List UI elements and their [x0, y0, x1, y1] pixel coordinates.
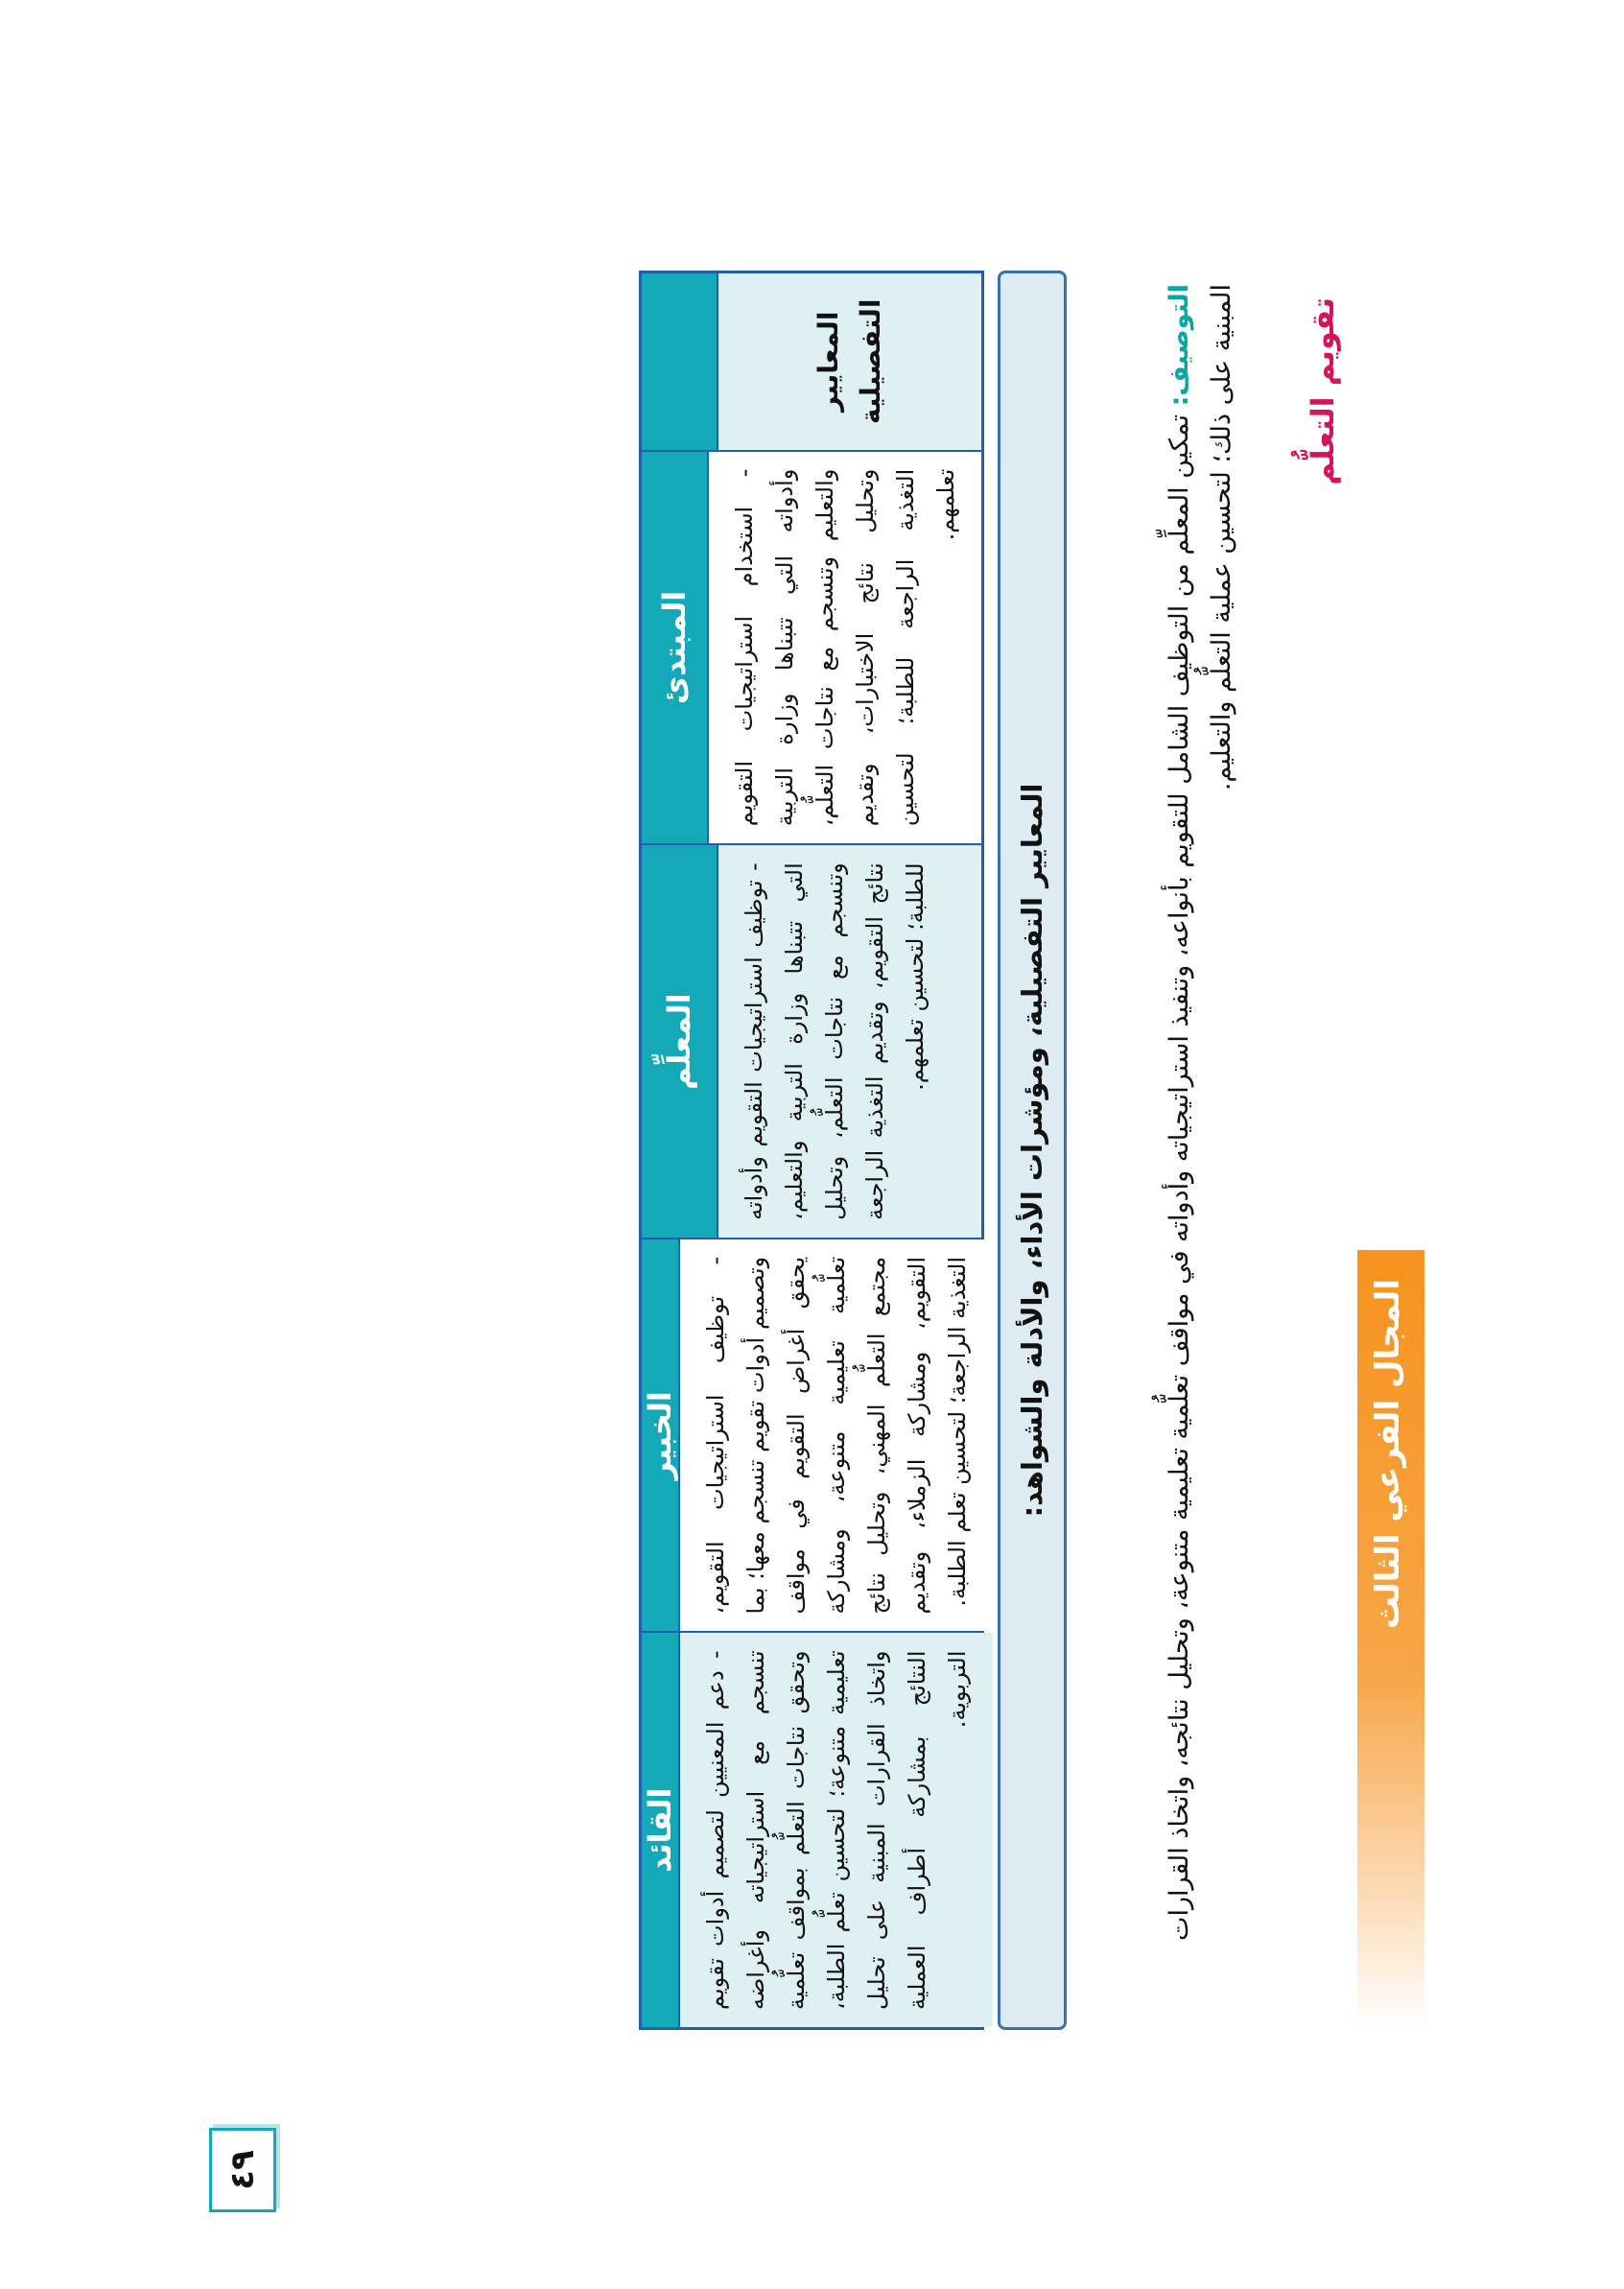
section-bar	[1357, 1250, 1424, 2029]
description	[1159, 284, 1293, 2011]
description-line-2: المبنية على ذلك؛ لتحسين عملية التعلُّم والتعليم.	[1207, 284, 1236, 791]
section-title: المجال الفرعي الثالث	[1369, 1279, 1407, 1630]
banner-text: المعايير التفصيلية، ومؤشرات الأداء، والأدلة والشواهد:	[1016, 783, 1048, 1518]
column-leader	[642, 1633, 981, 2027]
description-line-1: تمكين المعلِّم من التوظيف الشامل للتقويم بأنواعه، وتنفيذ استراتيجياته وأدواته في مواقف تعلُّمية تعليمية متنوعة، وتحليل نتائجه، واتخاذ القرارات	[1165, 414, 1194, 1941]
page-number-box	[209, 2128, 276, 2212]
criteria-header	[642, 273, 718, 450]
standards-banner	[998, 271, 1067, 2030]
column-text: - دعم المعنيين لتصميم أدوات تقويم تنسجم مع استراتيجياته وأغراضه وتحقق نتاجات التعلُّم بمواقف تعلُّمية تعليمية متنوعة؛ لتحسين تعلُّم الطلبة، واتخاذ القرارات المبنية على تحليل النتائج بمشاركة أطراف العملية التربوية.	[680, 1633, 993, 2027]
column-text: - توظيف استراتيجيات التقويم وأدواته التي تتبناها وزارة التربية والتعليم، وتنسجم مع نتاجات التعلُّم، وتحليل نتائج التقويم، وتقديم التغذية الراجعة للطلبة؛ لتحسين تعلمهم.	[718, 845, 981, 1238]
section-subtitle: تقويم التعلُّم	[1305, 297, 1341, 485]
column-text: - استخدام استراتيجيات التقويم وأدواته التي تتبناها وزارة التربية والتعليم وتنسجم مع نتاجات التعلُّم، وتحليل نتائج الاختبارات، وتقديم التغذية الراجعة للطلبة؛ لتحسين تعلمهم.	[709, 452, 981, 844]
column-beginner	[642, 452, 981, 846]
criteria-column	[642, 273, 981, 452]
column-header: المعلِّم	[642, 845, 718, 1238]
criteria-label: المعايير التفصيلية	[718, 273, 981, 450]
column-expert	[642, 1239, 981, 1634]
standards-table	[639, 271, 984, 2030]
description-label: التوصيف:	[1165, 284, 1194, 407]
column-text: - توظيف استراتيجيات التقويم، وتصميم أدوات تقويم تنسجم معها؛ بما يحقق أغراض التقويم في مواقف تعلُّمية تعليمية متنوعة، ومشاركة مجتمع التعلُّم المهني، وتحليل نتائج التقويم، ومشاركة الزملاء، وتقديم التغذية الراجعة؛ لتحسين تعلم الطلبة.	[680, 1239, 993, 1632]
column-header: المبتدئ	[642, 452, 709, 844]
column-header: القائد	[642, 1633, 680, 2027]
page-number: ٤٩	[224, 2150, 262, 2190]
column-header: الخبير	[642, 1239, 680, 1632]
column-teacher	[642, 845, 981, 1239]
